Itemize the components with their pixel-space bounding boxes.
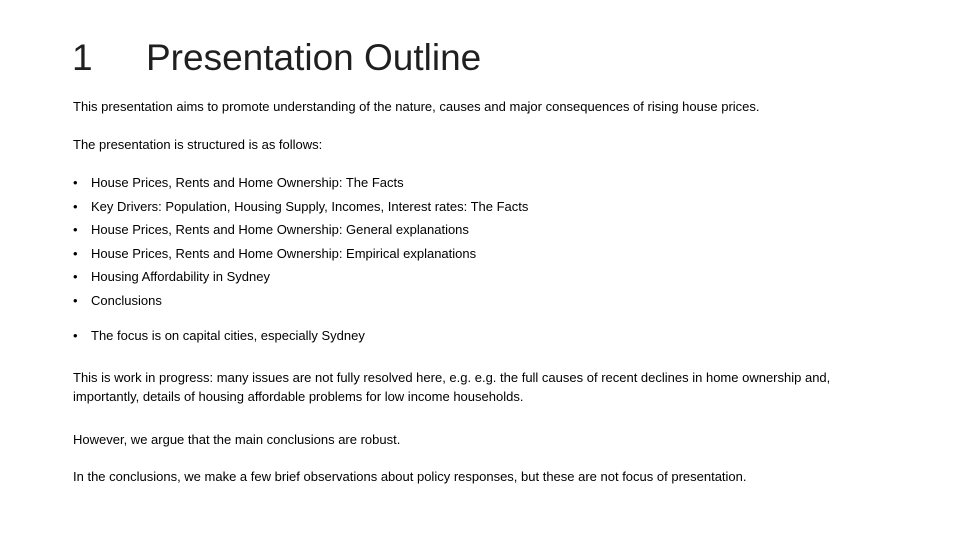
bullet-icon: • [73,328,78,343]
list-item [73,218,528,242]
bullet-icon: • [73,198,78,214]
focus-note-text: The focus is on capital cities, especially Sydney [91,328,365,343]
bullet-icon: • [73,269,78,285]
outline-item-text: Housing Affordability in Sydney [91,269,270,285]
outline-list [73,171,528,313]
outline-item-text: Conclusions [91,292,162,308]
conclusions-paragraph: In the conclusions, we make a few brief observations about policy responses, but these are not focus of presentation. [73,469,747,484]
bullet-icon: • [73,292,78,308]
slide-title-text: Presentation Outline [146,37,482,78]
list-item [73,195,528,219]
list-item [73,171,528,195]
list-item [73,265,528,289]
bullet-icon: • [73,245,78,261]
outline-item-text: Key Drivers: Population, Housing Supply, Incomes, Interest rates: The Facts [91,198,529,214]
list-item [73,242,528,266]
outline-item-text: House Prices, Rents and Home Ownership: General explanations [91,222,469,238]
list-item [73,289,528,313]
bullet-icon: • [73,222,78,238]
focus-note [73,326,365,345]
slide-number: 1 [72,37,93,78]
work-in-progress-paragraph: This is work in progress: many issues are not fully resolved here, e.g. e.g. the full causes of recent declines in home ownership and, importantly, details of housing affordable problems for low income households. [73,370,831,404]
structure-intro: The presentation is structured is as follows: [73,137,323,152]
intro-paragraph: This presentation aims to promote understanding of the nature, causes and major consequences of rising house prices. [73,99,760,114]
outline-item-text: House Prices, Rents and Home Ownership: Empirical explanations [91,245,477,261]
however-paragraph: However, we argue that the main conclusions are robust. [73,432,401,447]
outline-item-text: House Prices, Rents and Home Ownership: The Facts [91,175,404,190]
bullet-icon: • [73,175,78,190]
